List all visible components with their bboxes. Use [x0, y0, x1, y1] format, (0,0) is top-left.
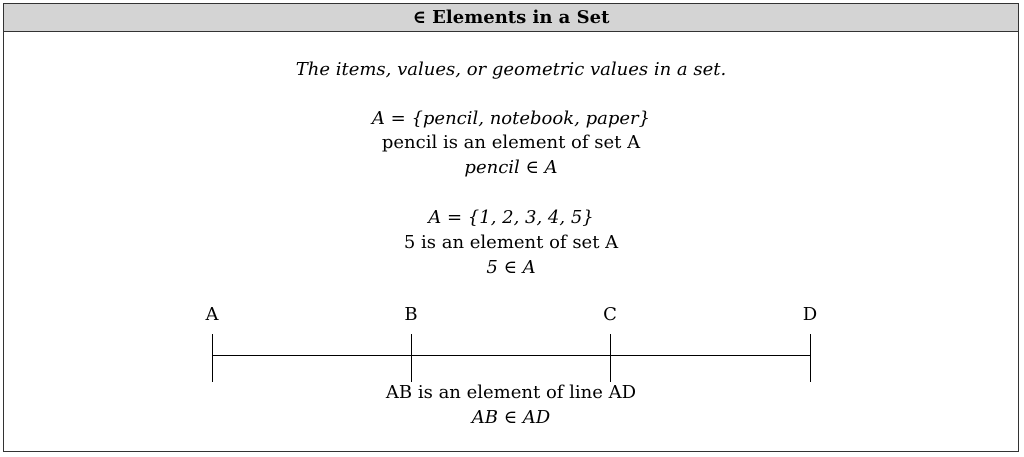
statement-example-2: 5 is an element of set A — [403, 232, 619, 253]
point-label-a: A — [205, 304, 219, 325]
notation-example-2: 5 ∈ A — [486, 257, 536, 278]
tick-d — [810, 334, 811, 382]
set-example-1: A = {pencil, notebook, paper} — [371, 108, 651, 129]
point-label-b: B — [404, 304, 418, 325]
set-example-2: A = {1, 2, 3, 4, 5} — [428, 207, 594, 228]
tick-c — [610, 334, 611, 382]
tick-a — [212, 334, 213, 382]
line-notation: AB ∈ AD — [471, 407, 551, 428]
card-title: ∈ Elements in a Set — [4, 4, 1018, 32]
segment-ad — [212, 355, 810, 356]
point-label-c: C — [603, 304, 617, 325]
statement-example-1: pencil is an element of set A — [381, 132, 641, 153]
tick-b — [411, 334, 412, 382]
definition-card — [3, 3, 1019, 452]
definition-text: The items, values, or geometric values in a set. — [295, 59, 727, 80]
point-label-d: D — [802, 304, 818, 325]
notation-example-1: pencil ∈ A — [464, 157, 558, 178]
line-statement: AB is an element of line AD — [385, 382, 637, 403]
